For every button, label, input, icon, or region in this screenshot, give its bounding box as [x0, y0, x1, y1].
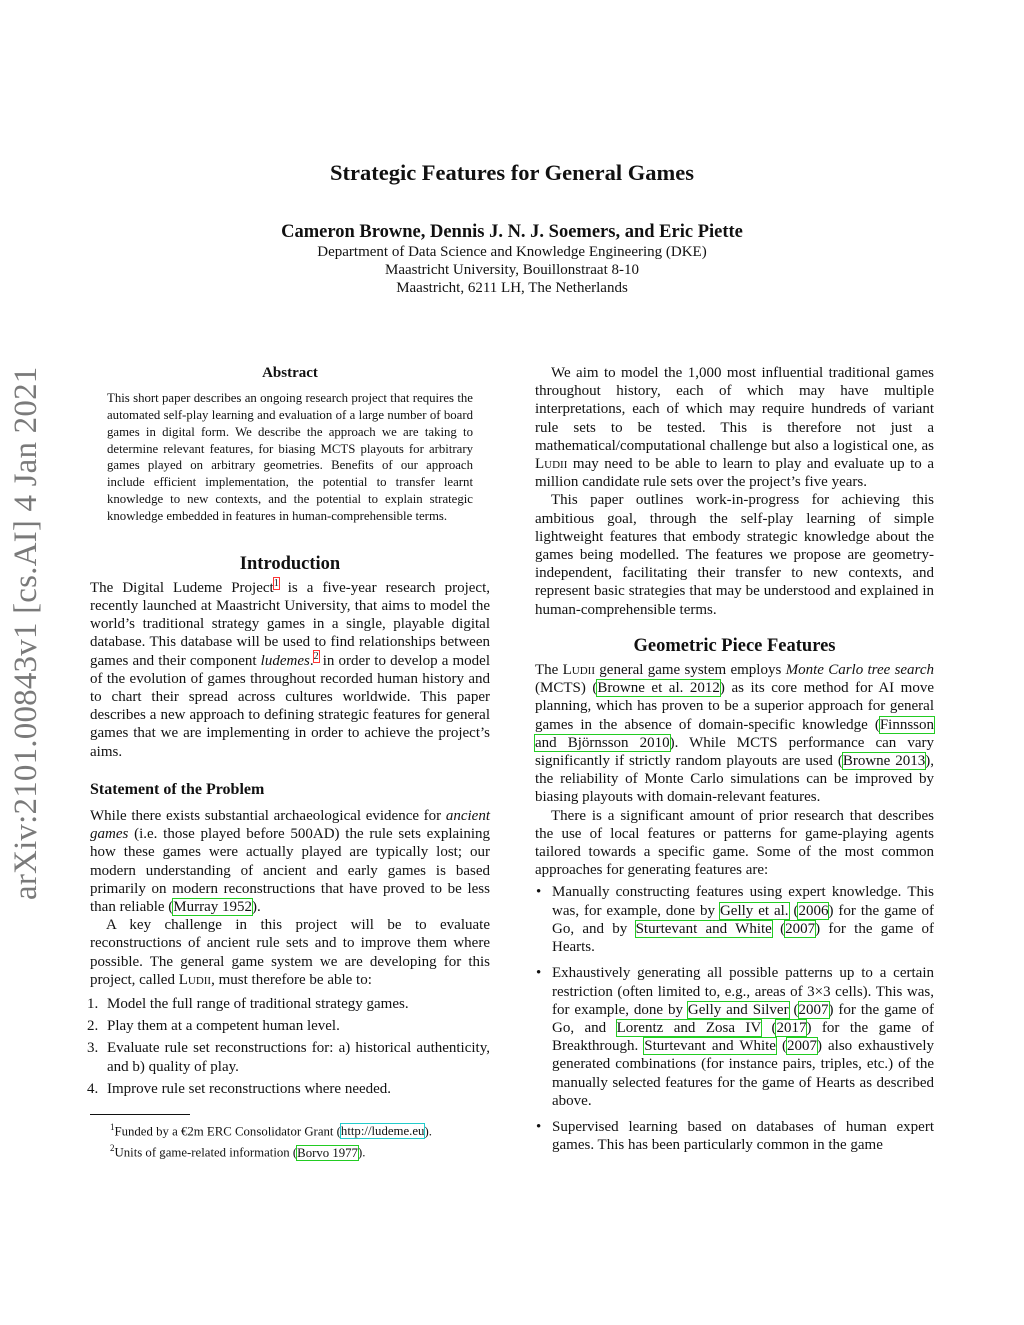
problem-heading: Statement of the Problem [90, 780, 265, 798]
list-item: 3. Evaluate rule set reconstructions for: a) historical authenticity, and b) quality of play. [87, 1040, 490, 1075]
cite-browne-2013[interactable]: Browne 2013 [842, 753, 926, 770]
cite-lorentz-zosa[interactable]: Lorentz and Zosa IV [616, 1019, 761, 1036]
cite-finnsson-2010[interactable]: Finnsson and Björnsson 2010 [535, 716, 934, 751]
cite-sturtevant-2007-year-2[interactable]: 2007 [786, 1038, 817, 1055]
problem-paragraph-1: While there exists substantial archaeological evidence for ancient games (i.e. those played before 500AD) the rule sets explaining how these games were actually played are typically lost; our modern understanding of ancient and early games is based primarily on modern reconstructions that have proved to be less than reliable (Murray 1952). [90, 808, 490, 916]
right-paragraph-2: This paper outlines work-in-progress for achieving this ambitious goal, through the self-play learning of simple lightweight features that embody strategic knowledge about the games being modelled. The features we propose are geometry-independent, facilitating their transfer to new contexts, and represent basic strategies that may be understood and explained in human-comprehensible terms. [535, 492, 934, 618]
footnote-2: $^2$Units of game-related information (Borvo 1977). [110, 1143, 366, 1160]
right-paragraph-1: We aim to model the 1,000 most influential traditional games throughout history, each of which may have multiple interpretations, each of which may require hundreds of variant rule sets to be tested. This is therefore not just a mathematical/computational challenge but also a logistical one, as Ludii may need to be able to learn to play and evaluate up to a million candidate rule sets over the project’s five years. [535, 365, 934, 491]
cite-gelly-silver-2007-year[interactable]: 2007 [798, 1001, 829, 1018]
left-column [87, 364, 490, 1162]
approaches-list [535, 883, 934, 1154]
list-item: • Supervised learning based on databases of human expert games. This has been particularly common in the game [536, 1118, 934, 1154]
cite-lorentz-2017-year[interactable]: 2017 [776, 1019, 807, 1036]
affiliation-line-3: Maastricht, 6211 LH, The Netherlands [396, 280, 628, 296]
list-item: • Manually constructing features using expert knowledge. This was, for example, done by Gelly et al. (2006) for the game of Go, and by Sturtevant and White (2007) for the game of Hearts. [536, 884, 935, 956]
list-item: 1. Model the full range of traditional strategy games. [87, 996, 409, 1013]
cite-sturtevant-2007-year[interactable]: 2007 [785, 920, 816, 937]
geometric-features-heading: Geometric Piece Features [633, 635, 836, 656]
cite-sturtevant-white-2[interactable]: Sturtevant and White [644, 1038, 776, 1055]
list-item: • Exhaustively generating all possible patterns up to a certain restriction (often limited to, e.g., areas of 3×3 cells). This was, for example, done by Gelly and Silver (2007) for the game of Go, and Lorentz and Zosa IV (2017) for the game of Breakthrough. Sturtevant and White (2007) also exhaustively generated combinations (for instance pairs, triples, etc.) of the manually selected features for the game of Hearts as described above. [536, 965, 935, 1109]
list-item: 4. Improve rule set reconstructions where needed. [87, 1080, 392, 1097]
requirements-list [87, 995, 490, 1098]
cite-gelly-2006-year[interactable]: 2006 [798, 902, 829, 919]
cite-gelly-et-al[interactable]: Gelly et al. [719, 902, 789, 919]
arxiv-stamp: arXiv:2101.00843v1 [cs.AI] 4 Jan 2021 [8, 366, 44, 900]
footnote-ref-1[interactable]: 1 [273, 577, 279, 589]
intro-heading: Introduction [239, 553, 341, 574]
problem-paragraph-2: A key challenge in this project will be to evaluate reconstructions of ancient rule sets and to improve them where possible. The general game system we are developing for this project, called Ludii, must therefore be able to: [90, 917, 490, 988]
footnote-rule [90, 1114, 190, 1115]
abstract-text: This short paper describes an ongoing research project that requires the automated self-play learning and evaluation of a large number of board games in digital form. We describe the approach we are taking to determine relevant features, for biasing MCTS playouts for arbitrary games played on arbitrary geometries. Benefits of our approach include efficient implementation, the potential to transfer learnt knowledge to new contexts, and the potential to explain strategic knowledge embedded in features in human-comprehensible terms. [107, 391, 473, 523]
cite-browne-2012[interactable]: Browne et al. 2012 [597, 680, 720, 697]
authors: Cameron Browne, Dennis J. N. J. Soemers, and Eric Piette [281, 222, 743, 242]
cite-borvo-1977[interactable]: Borvo 1977 [297, 1145, 358, 1160]
cite-gelly-silver[interactable]: Gelly and Silver [687, 1001, 789, 1018]
right-column [535, 364, 934, 1162]
footnote-ref-2[interactable]: 2 [313, 650, 319, 662]
geo-paragraph-2: There is a significant amount of prior research that describes the use of local features or patterns for game-playing agents tailored towards a specific game. Some of the most common approaches for generating features are: [535, 807, 934, 879]
abstract-heading: Abstract [262, 365, 318, 381]
affiliation-line-1: Department of Data Science and Knowledge Engineering (DKE) [317, 244, 707, 260]
footnote-1: $^1$Funded by a €2m ERC Consolidator Grant (http://ludeme.eu). [110, 1122, 432, 1139]
list-item: 2. Play them at a competent human level. [87, 1018, 340, 1035]
cite-sturtevant-white[interactable]: Sturtevant and White [635, 920, 772, 937]
geo-paragraph-1: The Ludii general game system employs Monte Carlo tree search (MCTS) (Browne et al. 2012) as its core method for AI move planning, which has proven to be a superior approach for general games in the absence of domain-specific knowledge (Finnsson and Björnsson 2010). While MCTS performance can vary significantly if strictly random playouts are used (Browne 2013), the reliability of Monte Carlo simulations can be improved by biasing playouts with domain-relevant features. [535, 662, 935, 806]
affiliation-line-2: Maastricht University, Bouillonstraat 8-10 [385, 262, 639, 278]
intro-paragraph: The Digital Ludeme Project$^1$ is a five-year research project, recently launched at Maastricht University, that aims to model the world’s traditional strategy games in a single, playable digital database. This database will be used to find relationships between games and their component ludemes.$^2$ in order to develop a model of the evolution of games throughout recorded human history and to chart their spread across cultures worldwide. This paper describes a new approach to defining strategic features for general games that we are implementing in order to achieve the project’s aims. [90, 577, 490, 760]
ludeme-url-link[interactable]: http://ludeme.eu [340, 1124, 425, 1139]
paper-title: Strategic Features for General Games [329, 160, 695, 185]
cite-murray-1952[interactable]: Murray 1952 [173, 899, 253, 916]
